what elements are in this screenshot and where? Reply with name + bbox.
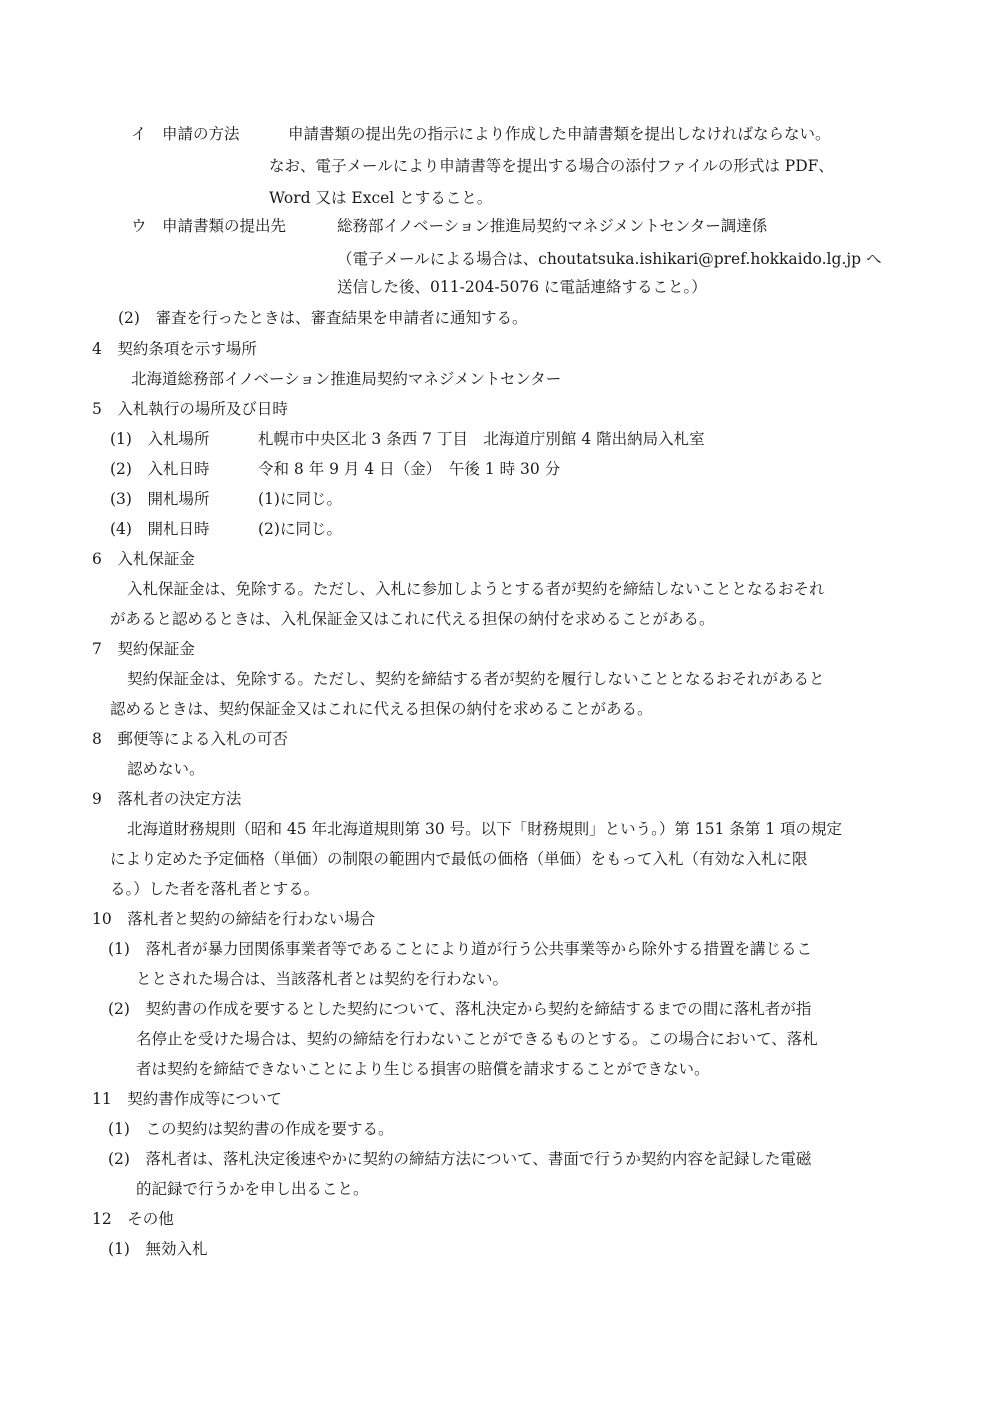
row-3-label: (3) 開札場所 [110, 490, 210, 508]
heading-12: 12 その他 [92, 1210, 174, 1228]
item-i-text-2: なお、電子メールにより申請書等を提出する場合の添付ファイルの形式は PDF、 [269, 157, 834, 175]
item-i-text-3: Word 又は Excel とすること。 [269, 189, 493, 207]
item-12-1: (1) 無効入札 [108, 1240, 208, 1258]
item-11-2-line-2: 的記録で行うかを申し出ること。 [136, 1180, 369, 1198]
row-1-label: (1) 入札場所 [110, 430, 210, 448]
item-10-1-line-2: ととされた場合は、当該落札者とは契約を行わない。 [136, 970, 509, 988]
paragraph-8: 認めない。 [127, 760, 205, 778]
heading-9: 9 落札者の決定方法 [92, 790, 242, 808]
item-10-2-line-3: 者は契約を締結できないことにより生じる損害の賠償を請求することができない。 [136, 1060, 710, 1078]
paragraph-9-line-3: る。）した者を落札者とする。 [110, 880, 320, 898]
row-4-label: (4) 開札日時 [110, 520, 210, 538]
heading-8: 8 郵便等による入札の可否 [92, 730, 288, 748]
item-10-2-line-1: (2) 契約書の作成を要するとした契約について、落札決定から契約を締結するまでの間に落札者が指 [108, 1000, 812, 1018]
paragraph-4: 北海道総務部イノベーション推進局契約マネジメントセンター [131, 370, 562, 388]
item-10-2-line-2: 名停止を受けた場合は、契約の締結を行わないことができるものとする。この場合において、落札 [136, 1030, 818, 1048]
item-11-1: (1) この契約は契約書の作成を要する。 [108, 1120, 394, 1138]
item-u-label: ウ 申請書類の提出先 [131, 217, 287, 235]
item-u-text: 総務部イノベーション推進局契約マネジメントセンター調達係 [337, 217, 768, 235]
heading-7: 7 契約保証金 [92, 640, 195, 658]
paragraph-7-line-1: 契約保証金は、免除する。ただし、契約を締結する者が契約を履行しないこととなるおそれがあると [127, 670, 825, 688]
row-2-value: 令和 8 年 9 月 4 日（金） 午後 1 時 30 分 [258, 460, 561, 478]
item-11-2-line-1: (2) 落札者は、落札決定後速やかに契約の締結方法について、書面で行うか契約内容を記録した電磁 [108, 1150, 812, 1168]
item-u-text-2: （電子メールによる場合は、choutatsuka.ishikari@pref.hokkaido.lg.jp へ [337, 250, 882, 268]
paragraph-9-line-2: により定めた予定価格（単価）の制限の範囲内で最低の価格（単価）をもって入札（有効な入札に限 [110, 850, 808, 868]
heading-5: 5 入札執行の場所及び日時 [92, 400, 288, 418]
paragraph-6-line-1: 入札保証金は、免除する。ただし、入札に参加しようとする者が契約を締結しないこととなるおそれ [127, 580, 825, 598]
heading-4: 4 契約条項を示す場所 [92, 340, 257, 358]
row-4-value: (2)に同じ。 [258, 520, 342, 538]
heading-10: 10 落札者と契約の締結を行わない場合 [92, 910, 376, 928]
subsection-2: (2) 審査を行ったときは、審査結果を申請者に通知する。 [118, 309, 528, 327]
item-u-text-3: 送信した後、011-204-5076 に電話連絡すること。） [337, 278, 707, 296]
row-2-label: (2) 入札日時 [110, 460, 210, 478]
heading-6: 6 入札保証金 [92, 550, 195, 568]
paragraph-9-line-1: 北海道財務規則（昭和 45 年北海道規則第 30 号。以下「財務規則」という。）第 151 条第 1 項の規定 [127, 820, 843, 838]
row-1-value: 札幌市中央区北 3 条西 7 丁目 北海道庁別館 4 階出納局入札室 [258, 430, 705, 448]
heading-11: 11 契約書作成等について [92, 1090, 282, 1108]
paragraph-7-line-2: 認めるときは、契約保証金又はこれに代える担保の納付を求めることがある。 [110, 700, 653, 718]
item-10-1-line-1: (1) 落札者が暴力団関係事業者等であることにより道が行う公共事業等から除外する措置を講じるこ [108, 940, 812, 958]
row-3-value: (1)に同じ。 [258, 490, 342, 508]
paragraph-6-line-2: があると認めるときは、入札保証金又はこれに代える担保の納付を求めることがある。 [110, 610, 715, 628]
item-i-label: イ 申請の方法 [131, 125, 240, 143]
item-i-text: 申請書類の提出先の指示により作成した申請書類を提出しなければならない。 [288, 125, 831, 143]
